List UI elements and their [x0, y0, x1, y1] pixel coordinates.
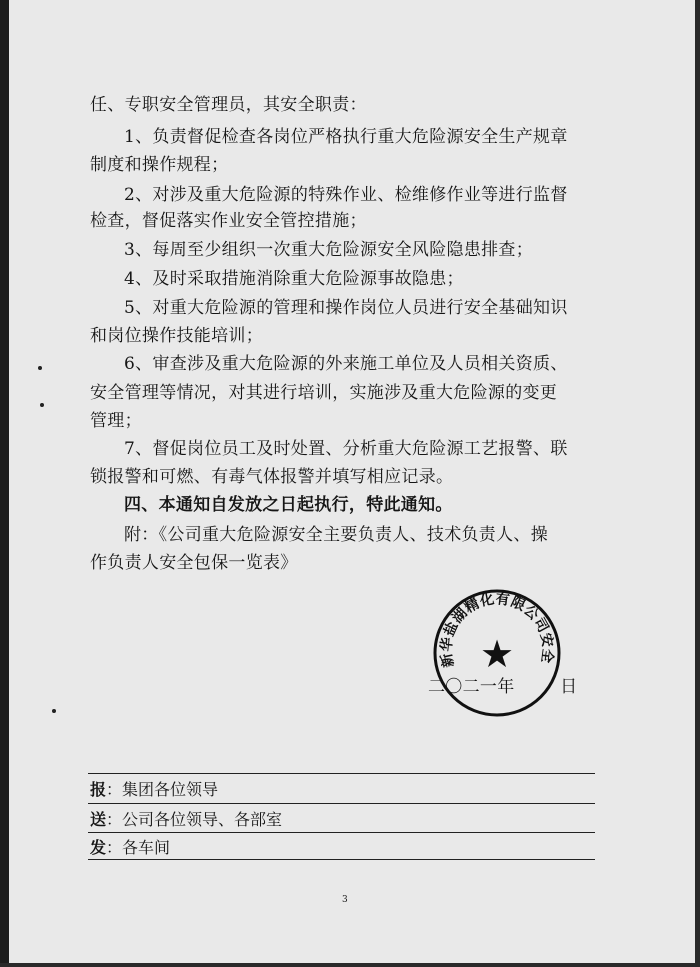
- body-line: 4、及时采取措施消除重大危险源事故隐患；: [124, 269, 464, 289]
- footer-value: 公司各位领导、各部室: [122, 810, 283, 829]
- punch-hole-mark: [38, 366, 42, 370]
- body-line: 7、督促岗位员工及时处置、分析重大危险源工艺报警、联: [124, 439, 568, 459]
- seal-ring-text: 新华盐湖精化有限公司安全: [438, 591, 556, 669]
- notice-effective-line: 四、本通知自发放之日起执行，特此通知。: [124, 495, 453, 515]
- scan-edge-bottom: [0, 963, 700, 967]
- punch-hole-mark: [52, 709, 56, 713]
- scan-edge-right: [695, 0, 700, 967]
- footer-report-line: 报：集团各位领导: [90, 780, 219, 799]
- body-line: 2、对涉及重大危险源的特殊作业、检维修作业等进行监督: [124, 185, 568, 205]
- attachment-line: 作负责人安全包保一览表》: [90, 553, 298, 573]
- body-line: 检查，督促落实作业安全管控措施；: [90, 211, 367, 231]
- footer-key: 送: [90, 810, 107, 829]
- footer-rule: [88, 803, 595, 804]
- body-line: 5、对重大危险源的管理和操作岗位人员进行安全基础知识: [124, 298, 568, 318]
- body-line: 锁报警和可燃、有毒气体报警并填写相应记录。: [90, 467, 454, 487]
- body-line: 3、每周至少组织一次重大危险源安全风险隐患排查；: [124, 240, 534, 260]
- company-seal: [432, 588, 562, 718]
- footer-rule: [88, 859, 595, 860]
- body-line: 管理；: [90, 411, 142, 431]
- body-line: 1、负责督促检查各岗位严格执行重大危险源安全生产规章: [124, 127, 568, 147]
- footer-rule: [88, 832, 595, 833]
- punch-hole-mark: [40, 403, 44, 407]
- body-line: 和岗位操作技能培训；: [90, 326, 263, 346]
- footer-send-line: 送：公司各位领导、各部室: [90, 810, 283, 829]
- footer-key: 报: [90, 780, 107, 799]
- footer-value: 集团各位领导: [122, 780, 219, 799]
- footer-issue-line: 发：各车间: [90, 838, 171, 857]
- attachment-line: 附：《公司重大危险源安全主要负责人、技术负责人、操: [124, 525, 548, 545]
- body-line: 任、专职安全管理员，其安全职责：: [90, 95, 367, 115]
- footer-rule: [88, 773, 595, 774]
- body-line: 安全管理等情况，对其进行培训，实施涉及重大危险源的变更: [90, 383, 558, 403]
- seal-star: ★: [479, 632, 515, 676]
- page-number: 3: [342, 895, 348, 905]
- body-line: 6、审查涉及重大危险源的外来施工单位及人员相关资质、: [124, 354, 568, 374]
- footer-value: 各车间: [122, 838, 171, 857]
- scan-edge-left: [0, 0, 9, 967]
- date-line: 二〇二一年 日: [428, 677, 578, 697]
- body-line: 制度和操作规程；: [90, 155, 229, 175]
- footer-key: 发: [90, 838, 107, 857]
